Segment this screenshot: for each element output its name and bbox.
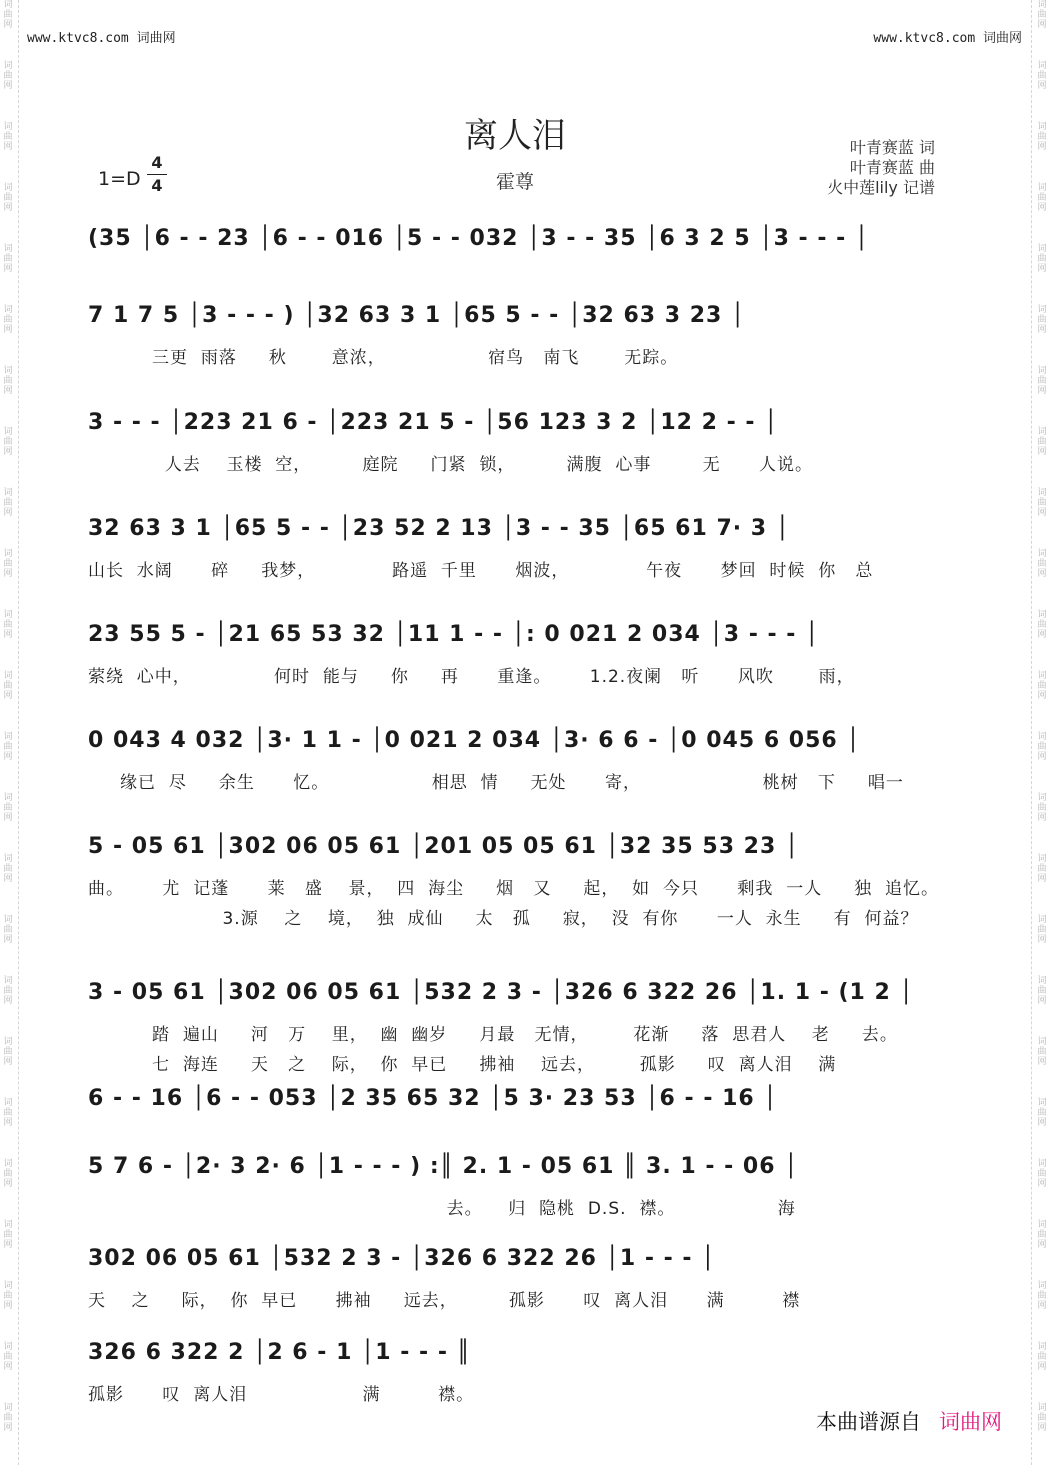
time-sig-bottom: 4	[151, 176, 163, 195]
score-notes-row: 7 1 7 5 │3 - - - ) │32 63 3 1 │65 5 - - │32 63 3 23 │	[88, 303, 746, 328]
footer-source	[816, 1406, 1002, 1436]
header-watermark-left: www.ktvc8.com 词曲网	[27, 31, 176, 46]
singer-name: 霍尊	[495, 171, 534, 193]
composer-credit: 叶青赛蓝 曲	[849, 158, 935, 177]
score-lyric-row: 人去 玉楼 空， 庭院 门紧 锁， 满腹 心事 无 人说。	[88, 455, 814, 475]
song-title: 离人泪	[464, 116, 566, 156]
key-signature: 1=D	[98, 168, 141, 190]
score-lyric-row: 去。 归 隐桃 D.S. 襟。 海	[88, 1199, 796, 1219]
score-notes-row: 0 043 4 032 │3· 1 1 - │0 021 2 034 │3· 6 6 - │0 045 6 056 │	[88, 728, 861, 753]
time-sig-top: 4	[151, 153, 163, 172]
score-lyric-row: 孤影 叹 离人泪 满 襟。	[88, 1385, 475, 1405]
score-lyric-row: 踏 遍山 河 万 里， 幽 幽岁 月最 无情， 花渐 落 思君人 老 去。	[88, 1025, 898, 1045]
right-border-line	[1031, 0, 1032, 1465]
score-notes-row: 5 7 6 - │2· 3 2· 6 │1 - - - ) :║ 2. 1 - 05 61 ║ 3. 1 - - 06 │	[88, 1154, 799, 1179]
score-notes-row: 32 63 3 1 │65 5 - - │23 52 2 13 │3 - - 35 │65 61 7· 3 │	[88, 516, 790, 541]
score-lyric-row: 曲。 尤 记蓬 莱 盛 景， 四 海尘 烟 又 起， 如 今只 剩我 一人 独 追忆。	[88, 879, 940, 899]
score-lyric-row: 萦绕 心中， 何时 能与 你 再 重逢。 1.2.夜阑 听 风吹 雨，	[88, 667, 855, 687]
footer-source-text: 本曲谱源自	[816, 1410, 921, 1434]
score-notes-row: (35 │6 - - 23 │6 - - 016 │5 - - 032 │3 - - 35 │6 3 2 5 │3 - - - │	[88, 226, 870, 251]
score-notes-row: 3 - 05 61 │302 06 05 61 │532 2 3 - │326 6 322 26 │1. 1 - (1 2 │	[88, 980, 914, 1005]
score-notes-row: 326 6 322 2 │2 6 - 1 │1 - - - ║	[88, 1340, 471, 1365]
header-watermark-right: www.ktvc8.com 词曲网	[873, 31, 1022, 46]
score-lyric-row: 缘已 尽 余生 忆。 相思 情 无处 寄， 桃树 下 唱一	[88, 773, 904, 793]
score-notes-row: 5 - 05 61 │302 06 05 61 │201 05 05 61 │32 35 53 23 │	[88, 834, 800, 859]
score-lyric-row: 天 之 际， 你 早已 拂袖 远去， 孤影 叹 离人泪 满 襟	[88, 1291, 801, 1311]
lyricist-credit: 叶青赛蓝 词	[849, 138, 935, 157]
time-signature	[147, 153, 167, 196]
score-notes-row: 302 06 05 61 │532 2 3 - │326 6 322 26 │1 - - - │	[88, 1246, 716, 1271]
score-notes-row: 3 - - - │223 21 6 - │223 21 5 - │56 123 3 2 │12 2 - - │	[88, 410, 779, 435]
score-notes-row: 6 - - 16 │6 - - 053 │2 35 65 32 │5 3· 23 53 │6 - - 16 │	[88, 1086, 778, 1111]
score-lyric-row: 3.源 之 境， 独 成仙 太 孤 寂， 没 有你 一人 永生 有 何益？	[88, 909, 919, 929]
right-watermark-strip: 词 曲 网 词 曲 网 词 曲 网 词 曲 网 词 曲 网 词 曲 网 词 曲 网 词 曲 网 词 曲 网 词 曲 网 词 曲 网 词 曲 网 词 曲 网 词 曲 网 词 曲 网 词 曲 网 词 曲 网 词 曲 网 词 曲 网 词 曲 网 词 曲 网 词 曲 网 词 曲 网 词 曲 网	[1037, 0, 1047, 1433]
score-notes-row: 23 55 5 - │21 65 53 32 │11 1 - - │: 0 021 2 034 │3 - - - │	[88, 622, 820, 647]
score-lyric-row: 三更 雨落 秋 意浓， 宿鸟 南飞 无踪。	[88, 348, 679, 368]
transcriber-credit: 火中莲lily 记谱	[827, 178, 935, 197]
score-lyric-row: 七 海连 天 之 际， 你 早已 拂袖 远去， 孤影 叹 离人泪 满	[88, 1055, 837, 1075]
score-lyric-row: 山长 水阔 碎 我梦， 路遥 千里 烟波， 午夜 梦回 时候 你 总	[88, 561, 874, 581]
credits	[827, 138, 935, 198]
footer-brand: 词曲网	[939, 1410, 1002, 1434]
left-watermark-strip: 词 曲 网 词 曲 网 词 曲 网 词 曲 网 词 曲 网 词 曲 网 词 曲 网 词 曲 网 词 曲 网 词 曲 网 词 曲 网 词 曲 网 词 曲 网 词 曲 网 词 曲 网 词 曲 网 词 曲 网 词 曲 网 词 曲 网 词 曲 网 词 曲 网 词 曲 网 词 曲 网 词 曲 网	[3, 0, 13, 1433]
left-border-line	[18, 0, 19, 1465]
